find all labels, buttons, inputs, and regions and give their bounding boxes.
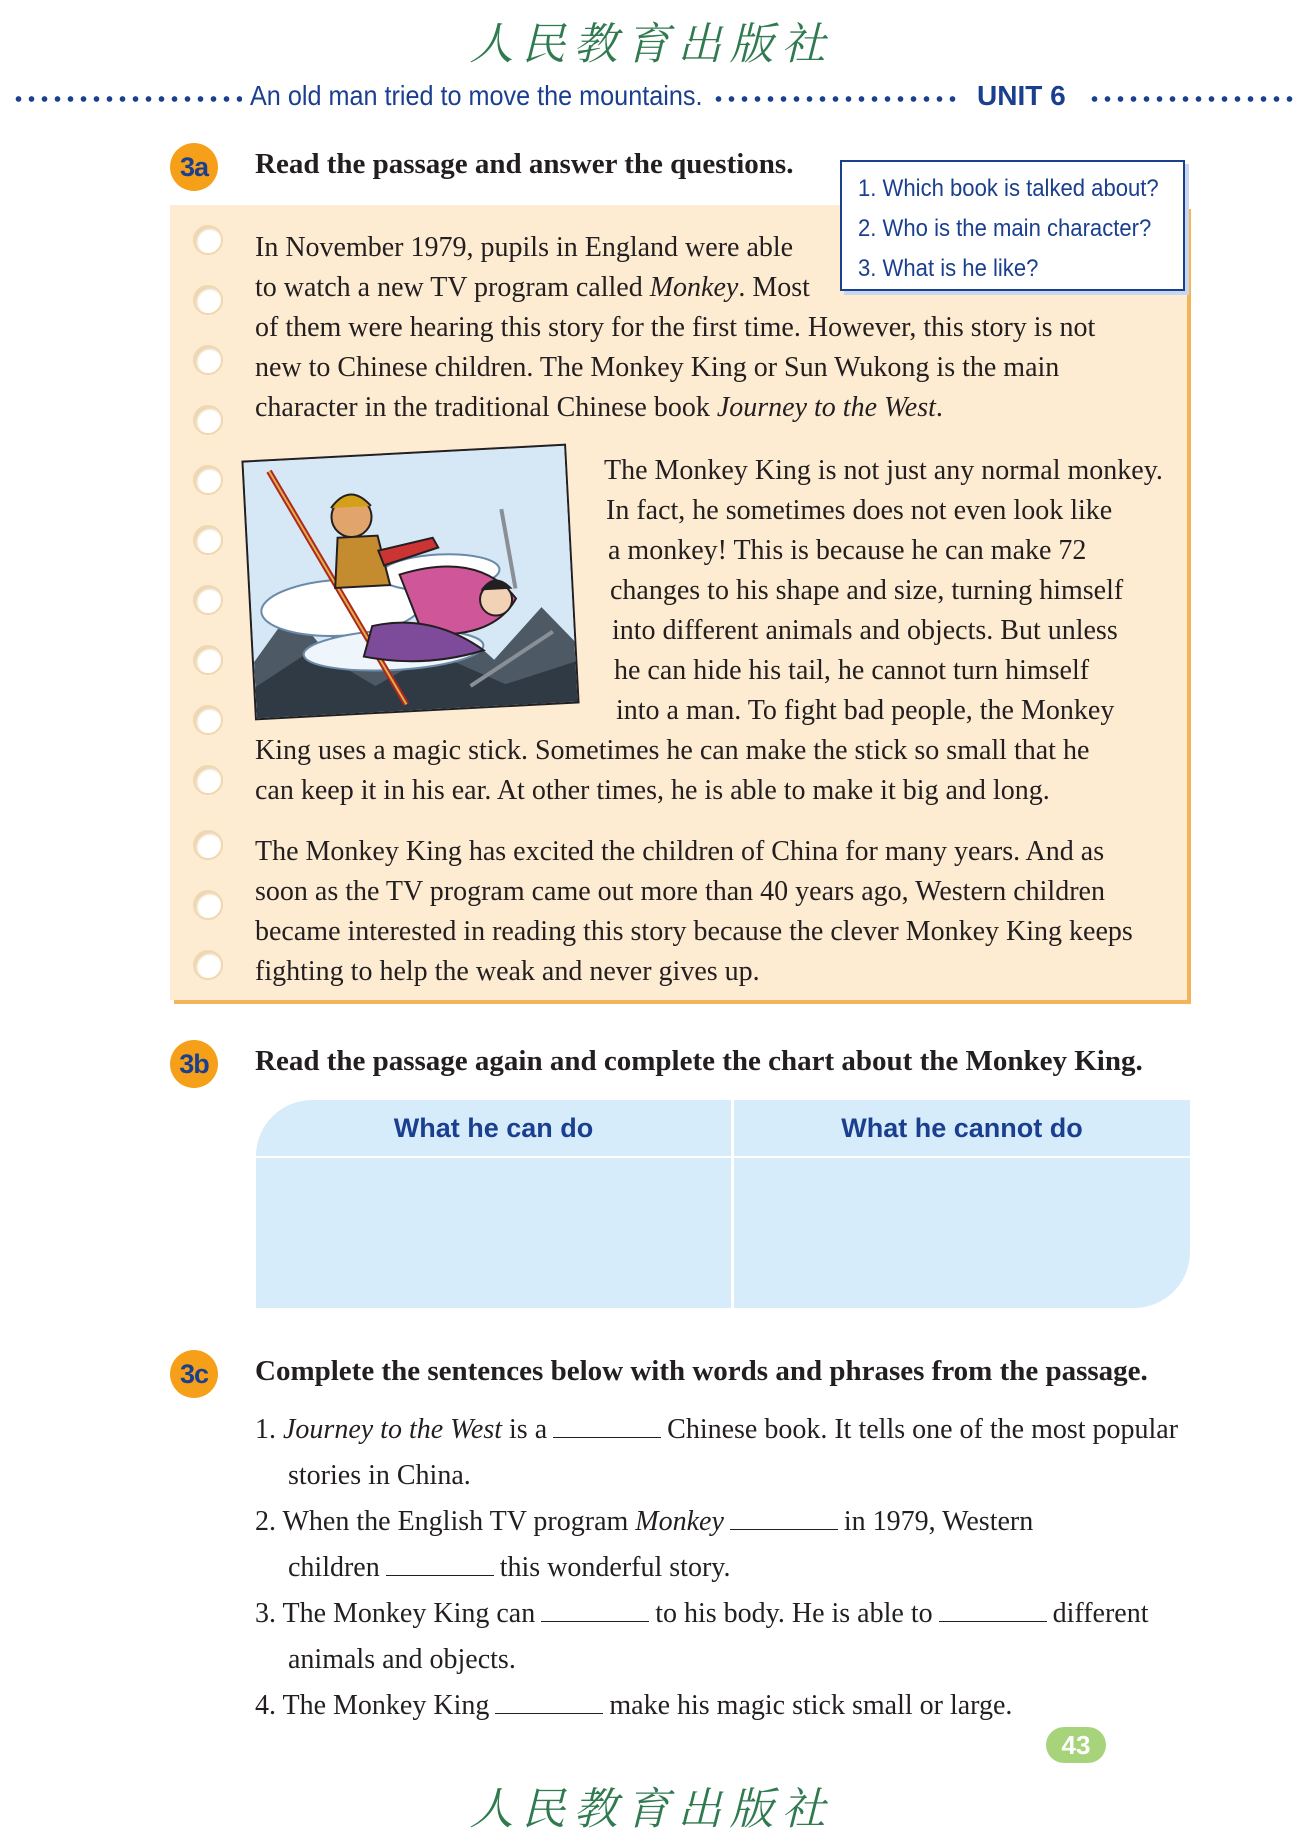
sentence-text: Monkey bbox=[635, 1506, 724, 1537]
sentence-4 bbox=[255, 1686, 1012, 1726]
passage-line bbox=[255, 268, 810, 308]
passage-line: a monkey! This is because he can make 72 bbox=[608, 535, 1087, 566]
sentence-3-continued: animals and objects. bbox=[288, 1644, 516, 1675]
question-3: 3. What is he like? bbox=[858, 255, 1039, 282]
passage-line: of them were hearing this story for the first time. However, this story is not bbox=[255, 312, 1096, 343]
answer-blank[interactable] bbox=[495, 1688, 603, 1714]
passage-line: fighting to help the weak and never gives up. bbox=[255, 956, 760, 987]
badge-3a: 3a bbox=[170, 143, 218, 191]
instruction-3c: Complete the sentences below with words and phrases from the passage. bbox=[255, 1355, 1148, 1387]
sentence-text: The Monkey King bbox=[282, 1690, 490, 1721]
passage-text: to watch a new TV program called bbox=[255, 272, 650, 303]
passage-text: . bbox=[935, 392, 943, 423]
sentence-text: make his magic stick small or large. bbox=[609, 1690, 1013, 1721]
header-dots-left bbox=[12, 95, 242, 103]
publisher-logo-bottom: 人民教育出版社 bbox=[469, 1784, 834, 1835]
notebook-ring bbox=[193, 765, 223, 795]
sentence-number: 4. bbox=[255, 1690, 276, 1721]
badge-3c: 3c bbox=[170, 1350, 218, 1398]
chart-header-can bbox=[256, 1100, 731, 1156]
instruction-3b: Read the passage again and complete the chart about the Monkey King. bbox=[255, 1045, 1143, 1077]
page-number: 43 bbox=[1046, 1727, 1106, 1763]
header-title: An old man tried to move the mountains. bbox=[250, 80, 703, 111]
unit-label: UNIT 6 bbox=[977, 80, 1066, 111]
notebook-ring bbox=[193, 585, 223, 615]
sentence-number: 1. bbox=[255, 1414, 276, 1445]
answer-blank[interactable] bbox=[541, 1596, 649, 1622]
question-1: 1. Which book is talked about? bbox=[858, 175, 1159, 202]
passage-line: King uses a magic stick. Sometimes he can make the stick so small that he bbox=[255, 735, 1090, 766]
passage-book-title: Journey to the West bbox=[716, 392, 936, 423]
answer-blank[interactable] bbox=[939, 1596, 1047, 1622]
passage-line: changes to his shape and size, turning himself bbox=[610, 575, 1124, 606]
notebook-ring bbox=[193, 225, 223, 255]
sentence-text: children bbox=[288, 1552, 380, 1583]
passage-text: character in the traditional Chinese book bbox=[255, 392, 717, 423]
notebook-ring bbox=[193, 645, 223, 675]
sentence-number: 2. bbox=[255, 1506, 276, 1537]
chart-col-can-label: What he can do bbox=[393, 1113, 594, 1143]
questions-box bbox=[840, 160, 1185, 291]
notebook-ring bbox=[193, 525, 223, 555]
header-dots-middle bbox=[712, 95, 962, 103]
sentence-text: When the English TV program bbox=[282, 1506, 636, 1537]
sentence-text: to his body. He is able to bbox=[655, 1598, 933, 1629]
passage-line: into a man. To fight bad people, the Monkey bbox=[616, 695, 1115, 726]
header-dots-right bbox=[1088, 95, 1298, 103]
chart-header-cannot bbox=[734, 1100, 1190, 1156]
chart-col-cannot-label: What he cannot do bbox=[841, 1113, 1083, 1143]
instruction-3a: Read the passage and answer the questions. bbox=[255, 148, 794, 180]
passage-line: In November 1979, pupils in England were able bbox=[255, 232, 794, 263]
chart-cell-cannot[interactable] bbox=[734, 1158, 1190, 1308]
passage-line: new to Chinese children. The Monkey King or Sun Wukong is the main bbox=[255, 352, 1060, 383]
publisher-logo-top: 人民教育出版社 bbox=[469, 19, 834, 70]
answer-blank[interactable] bbox=[553, 1412, 661, 1438]
notebook-ring bbox=[193, 705, 223, 735]
passage-line: In fact, he sometimes does not even look like bbox=[606, 495, 1113, 526]
sentence-text: in 1979, Western bbox=[843, 1506, 1034, 1537]
sentence-text: Journey to the West bbox=[283, 1414, 503, 1445]
sentence-text: this wonderful story. bbox=[499, 1552, 731, 1583]
badge-3b: 3b bbox=[170, 1040, 218, 1088]
question-2: 2. Who is the main character? bbox=[858, 215, 1152, 242]
notebook-ring bbox=[193, 830, 223, 860]
sentence-text: different bbox=[1052, 1598, 1149, 1629]
sentence-1 bbox=[255, 1410, 1178, 1450]
answer-blank[interactable] bbox=[386, 1550, 494, 1576]
sentence-1-continued: stories in China. bbox=[288, 1460, 471, 1491]
passage-line: can keep it in his ear. At other times, he is able to make it big and long. bbox=[255, 775, 1050, 806]
sentence-2-continued bbox=[288, 1548, 730, 1588]
passage-line: The Monkey King is not just any normal monkey. bbox=[604, 455, 1163, 486]
notebook-ring bbox=[193, 405, 223, 435]
notebook-ring bbox=[193, 950, 223, 980]
sentence-text: The Monkey King can bbox=[282, 1598, 536, 1629]
passage-line: became interested in reading this story because the clever Monkey King keeps bbox=[255, 916, 1133, 947]
sentence-2 bbox=[255, 1502, 1033, 1542]
notebook-ring bbox=[193, 285, 223, 315]
notebook-ring bbox=[193, 345, 223, 375]
page-header bbox=[0, 80, 1303, 120]
passage-title-monkey: Monkey bbox=[649, 272, 739, 303]
notebook-ring bbox=[193, 890, 223, 920]
passage-line: he can hide his tail, he cannot turn himself bbox=[614, 655, 1090, 686]
passage-line: into different animals and objects. But unless bbox=[612, 615, 1118, 646]
sentence-3 bbox=[255, 1594, 1148, 1634]
chart-cell-can[interactable] bbox=[256, 1158, 731, 1308]
sentence-text: Chinese book. It tells one of the most popular bbox=[667, 1414, 1179, 1445]
notebook-ring bbox=[193, 465, 223, 495]
monkey-king-illustration bbox=[241, 444, 579, 721]
passage-line: The Monkey King has excited the children of China for many years. And as bbox=[255, 836, 1105, 867]
passage-line bbox=[255, 388, 943, 428]
passage-text: . Most bbox=[738, 272, 810, 303]
passage-line: soon as the TV program came out more than 40 years ago, Western children bbox=[255, 876, 1105, 907]
answer-blank[interactable] bbox=[730, 1504, 838, 1530]
sentence-number: 3. bbox=[255, 1598, 276, 1629]
sentence-text: is a bbox=[502, 1414, 548, 1445]
monkey-king-drawing bbox=[244, 446, 580, 721]
